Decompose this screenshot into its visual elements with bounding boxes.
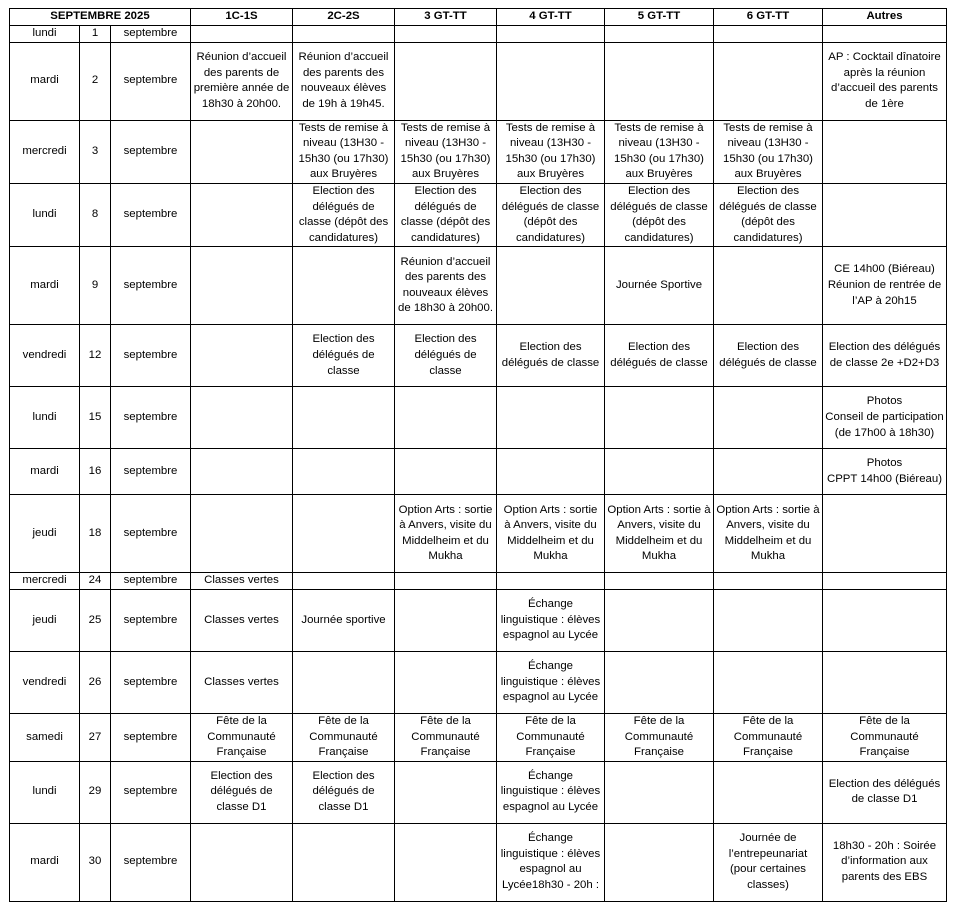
event-cell: Fête de la Communauté Française bbox=[823, 713, 947, 761]
month-cell: septembre bbox=[111, 589, 191, 651]
event-cell bbox=[714, 247, 823, 325]
month-cell: septembre bbox=[111, 761, 191, 823]
event-cell bbox=[293, 823, 395, 901]
event-cell bbox=[395, 651, 497, 713]
event-cell: Election des délégués de classe (dépôt des candidatures) bbox=[497, 183, 605, 246]
event-cell: Election des délégués de classe D1 bbox=[191, 761, 293, 823]
day-cell: lundi bbox=[10, 387, 80, 449]
month-cell: septembre bbox=[111, 387, 191, 449]
calendar-body bbox=[10, 26, 947, 902]
event-cell: Classes vertes bbox=[191, 589, 293, 651]
event-cell bbox=[191, 823, 293, 901]
event-cell bbox=[293, 651, 395, 713]
event-cell bbox=[191, 247, 293, 325]
day-cell: lundi bbox=[10, 183, 80, 246]
event-cell bbox=[395, 26, 497, 43]
event-cell bbox=[605, 573, 714, 590]
month-cell: septembre bbox=[111, 42, 191, 120]
column-header: Autres bbox=[823, 9, 947, 26]
event-cell bbox=[823, 120, 947, 183]
date-cell: 15 bbox=[80, 387, 111, 449]
event-cell bbox=[605, 449, 714, 495]
event-cell bbox=[714, 589, 823, 651]
event-cell: Échange linguistique : élèves espagnol au Lycée bbox=[497, 589, 605, 651]
date-cell: 3 bbox=[80, 120, 111, 183]
day-cell: jeudi bbox=[10, 495, 80, 573]
event-cell bbox=[714, 449, 823, 495]
event-cell bbox=[823, 183, 947, 246]
calendar-row bbox=[10, 713, 947, 761]
month-cell: septembre bbox=[111, 823, 191, 901]
event-cell bbox=[497, 42, 605, 120]
event-cell bbox=[497, 449, 605, 495]
event-cell bbox=[293, 247, 395, 325]
event-cell bbox=[714, 651, 823, 713]
month-cell: septembre bbox=[111, 247, 191, 325]
month-cell: septembre bbox=[111, 573, 191, 590]
date-cell: 9 bbox=[80, 247, 111, 325]
event-cell bbox=[191, 325, 293, 387]
date-cell: 24 bbox=[80, 573, 111, 590]
event-cell: 18h30 - 20h : Soirée d’information aux parents des EBS bbox=[823, 823, 947, 901]
event-cell: Election des délégués de classe bbox=[497, 325, 605, 387]
event-cell: Classes vertes bbox=[191, 573, 293, 590]
event-cell: Fête de la Communauté Française bbox=[497, 713, 605, 761]
event-cell bbox=[191, 449, 293, 495]
date-cell: 30 bbox=[80, 823, 111, 901]
event-cell bbox=[293, 449, 395, 495]
event-cell: Échange linguistique : élèves espagnol au Lycée bbox=[497, 761, 605, 823]
month-cell: septembre bbox=[111, 495, 191, 573]
event-cell: Election des délégués de classe (dépôt des candidatures) bbox=[395, 183, 497, 246]
event-cell: Election des délégués de classe bbox=[293, 325, 395, 387]
calendar-row bbox=[10, 823, 947, 901]
event-cell bbox=[497, 387, 605, 449]
event-cell bbox=[605, 26, 714, 43]
event-cell: Tests de remise à niveau (13H30 - 15h30 (ou 17h30) aux Bruyères bbox=[293, 120, 395, 183]
event-cell bbox=[395, 42, 497, 120]
event-cell bbox=[293, 387, 395, 449]
event-cell: Election des délégués de classe bbox=[605, 325, 714, 387]
event-cell bbox=[714, 573, 823, 590]
event-cell bbox=[191, 495, 293, 573]
day-cell: mardi bbox=[10, 449, 80, 495]
day-cell: vendredi bbox=[10, 651, 80, 713]
calendar-row bbox=[10, 325, 947, 387]
event-cell: CE 14h00 (Biéreau) Réunion de rentrée de l’AP à 20h15 bbox=[823, 247, 947, 325]
calendar-row bbox=[10, 761, 947, 823]
event-cell bbox=[293, 573, 395, 590]
date-cell: 29 bbox=[80, 761, 111, 823]
event-cell: Fête de la Communauté Française bbox=[714, 713, 823, 761]
event-cell: Tests de remise à niveau (13H30 - 15h30 (ou 17h30) aux Bruyères bbox=[714, 120, 823, 183]
day-cell: mardi bbox=[10, 42, 80, 120]
day-cell: jeudi bbox=[10, 589, 80, 651]
month-cell: septembre bbox=[111, 120, 191, 183]
date-cell: 26 bbox=[80, 651, 111, 713]
date-cell: 25 bbox=[80, 589, 111, 651]
column-header: 5 GT-TT bbox=[605, 9, 714, 26]
event-cell bbox=[823, 495, 947, 573]
calendar-row bbox=[10, 183, 947, 246]
calendar-row bbox=[10, 589, 947, 651]
day-cell: mardi bbox=[10, 823, 80, 901]
calendar-row bbox=[10, 573, 947, 590]
event-cell bbox=[395, 589, 497, 651]
event-cell bbox=[714, 761, 823, 823]
event-cell: Photos Conseil de participation (de 17h00 à 18h30) bbox=[823, 387, 947, 449]
date-cell: 12 bbox=[80, 325, 111, 387]
event-cell bbox=[605, 42, 714, 120]
day-cell: mardi bbox=[10, 247, 80, 325]
date-cell: 16 bbox=[80, 449, 111, 495]
event-cell: Journée Sportive bbox=[605, 247, 714, 325]
day-cell: mercredi bbox=[10, 573, 80, 590]
event-cell bbox=[605, 761, 714, 823]
event-cell: Fête de la Communauté Française bbox=[395, 713, 497, 761]
calendar-row bbox=[10, 247, 947, 325]
day-cell: lundi bbox=[10, 761, 80, 823]
event-cell bbox=[293, 495, 395, 573]
month-cell: septembre bbox=[111, 713, 191, 761]
event-cell bbox=[395, 823, 497, 901]
event-cell: Tests de remise à niveau (13H30 - 15h30 (ou 17h30) aux Bruyères bbox=[395, 120, 497, 183]
event-cell bbox=[714, 26, 823, 43]
event-cell bbox=[714, 387, 823, 449]
column-header: 4 GT-TT bbox=[497, 9, 605, 26]
date-cell: 18 bbox=[80, 495, 111, 573]
calendar-row bbox=[10, 449, 947, 495]
column-header: 1C-1S bbox=[191, 9, 293, 26]
day-cell: vendredi bbox=[10, 325, 80, 387]
event-cell bbox=[823, 589, 947, 651]
event-cell: Réunion d’accueil des parents des nouveaux élèves de 18h30 à 20h00. bbox=[395, 247, 497, 325]
month-title: SEPTEMBRE 2025 bbox=[10, 9, 191, 26]
event-cell bbox=[497, 26, 605, 43]
event-cell: Photos CPPT 14h00 (Biéreau) bbox=[823, 449, 947, 495]
month-cell: septembre bbox=[111, 26, 191, 43]
event-cell bbox=[605, 651, 714, 713]
column-header: 2C-2S bbox=[293, 9, 395, 26]
event-cell: Fête de la Communauté Française bbox=[605, 713, 714, 761]
event-cell: Journée sportive bbox=[293, 589, 395, 651]
event-cell: Échange linguistique : élèves espagnol au Lycée bbox=[497, 651, 605, 713]
calendar-row bbox=[10, 120, 947, 183]
event-cell: Option Arts : sortie à Anvers, visite du Middelheim et du Mukha bbox=[497, 495, 605, 573]
event-cell: Fête de la Communauté Française bbox=[191, 713, 293, 761]
calendar-row bbox=[10, 42, 947, 120]
calendar-row bbox=[10, 495, 947, 573]
event-cell: Journée de l’entrepeunariat (pour certaines classes) bbox=[714, 823, 823, 901]
event-cell: Election des délégués de classe (dépôt des candidatures) bbox=[714, 183, 823, 246]
event-cell: Tests de remise à niveau (13H30 - 15h30 (ou 17h30) aux Bruyères bbox=[497, 120, 605, 183]
event-cell: Election des délégués de classe (dépôt des candidatures) bbox=[293, 183, 395, 246]
day-cell: mercredi bbox=[10, 120, 80, 183]
month-cell: septembre bbox=[111, 183, 191, 246]
event-cell: Election des délégués de classe 2e +D2+D3 bbox=[823, 325, 947, 387]
event-cell: Réunion d’accueil des parents des nouveaux élèves de 19h à 19h45. bbox=[293, 42, 395, 120]
event-cell: Election des délégués de classe bbox=[395, 325, 497, 387]
event-cell bbox=[395, 387, 497, 449]
event-cell bbox=[293, 26, 395, 43]
date-cell: 8 bbox=[80, 183, 111, 246]
event-cell bbox=[497, 573, 605, 590]
month-cell: septembre bbox=[111, 651, 191, 713]
event-cell bbox=[191, 120, 293, 183]
event-cell: Election des délégués de classe D1 bbox=[293, 761, 395, 823]
column-header: 6 GT-TT bbox=[714, 9, 823, 26]
event-cell: Réunion d’accueil des parents de première année de 18h30 à 20h00. bbox=[191, 42, 293, 120]
date-cell: 1 bbox=[80, 26, 111, 43]
event-cell: Election des délégués de classe bbox=[714, 325, 823, 387]
event-cell: Option Arts : sortie à Anvers, visite du Middelheim et du Mukha bbox=[714, 495, 823, 573]
event-cell bbox=[605, 589, 714, 651]
event-cell: AP : Cocktail dînatoire après la réunion d’accueil des parents de 1ère bbox=[823, 42, 947, 120]
event-cell: Option Arts : sortie à Anvers, visite du Middelheim et du Mukha bbox=[395, 495, 497, 573]
event-cell bbox=[395, 573, 497, 590]
calendar-row bbox=[10, 26, 947, 43]
event-cell: Tests de remise à niveau (13H30 - 15h30 (ou 17h30) aux Bruyères bbox=[605, 120, 714, 183]
september-calendar-table bbox=[9, 8, 947, 902]
event-cell bbox=[823, 26, 947, 43]
event-cell: Échange linguistique : élèves espagnol au Lycée18h30 - 20h : bbox=[497, 823, 605, 901]
month-cell: septembre bbox=[111, 449, 191, 495]
event-cell: Election des délégués de classe (dépôt des candidatures) bbox=[605, 183, 714, 246]
event-cell bbox=[191, 26, 293, 43]
event-cell: Fête de la Communauté Française bbox=[293, 713, 395, 761]
event-cell bbox=[605, 387, 714, 449]
event-cell bbox=[191, 183, 293, 246]
event-cell: Option Arts : sortie à Anvers, visite du Middelheim et du Mukha bbox=[605, 495, 714, 573]
day-cell: lundi bbox=[10, 26, 80, 43]
event-cell bbox=[395, 449, 497, 495]
event-cell bbox=[191, 387, 293, 449]
event-cell bbox=[395, 761, 497, 823]
month-cell: septembre bbox=[111, 325, 191, 387]
calendar-row bbox=[10, 387, 947, 449]
day-cell: samedi bbox=[10, 713, 80, 761]
header-row bbox=[10, 9, 947, 26]
event-cell: Classes vertes bbox=[191, 651, 293, 713]
event-cell bbox=[823, 651, 947, 713]
event-cell: Election des délégués de classe D1 bbox=[823, 761, 947, 823]
event-cell bbox=[497, 247, 605, 325]
event-cell bbox=[605, 823, 714, 901]
calendar-row bbox=[10, 651, 947, 713]
event-cell bbox=[714, 42, 823, 120]
event-cell bbox=[823, 573, 947, 590]
date-cell: 27 bbox=[80, 713, 111, 761]
column-header: 3 GT-TT bbox=[395, 9, 497, 26]
date-cell: 2 bbox=[80, 42, 111, 120]
